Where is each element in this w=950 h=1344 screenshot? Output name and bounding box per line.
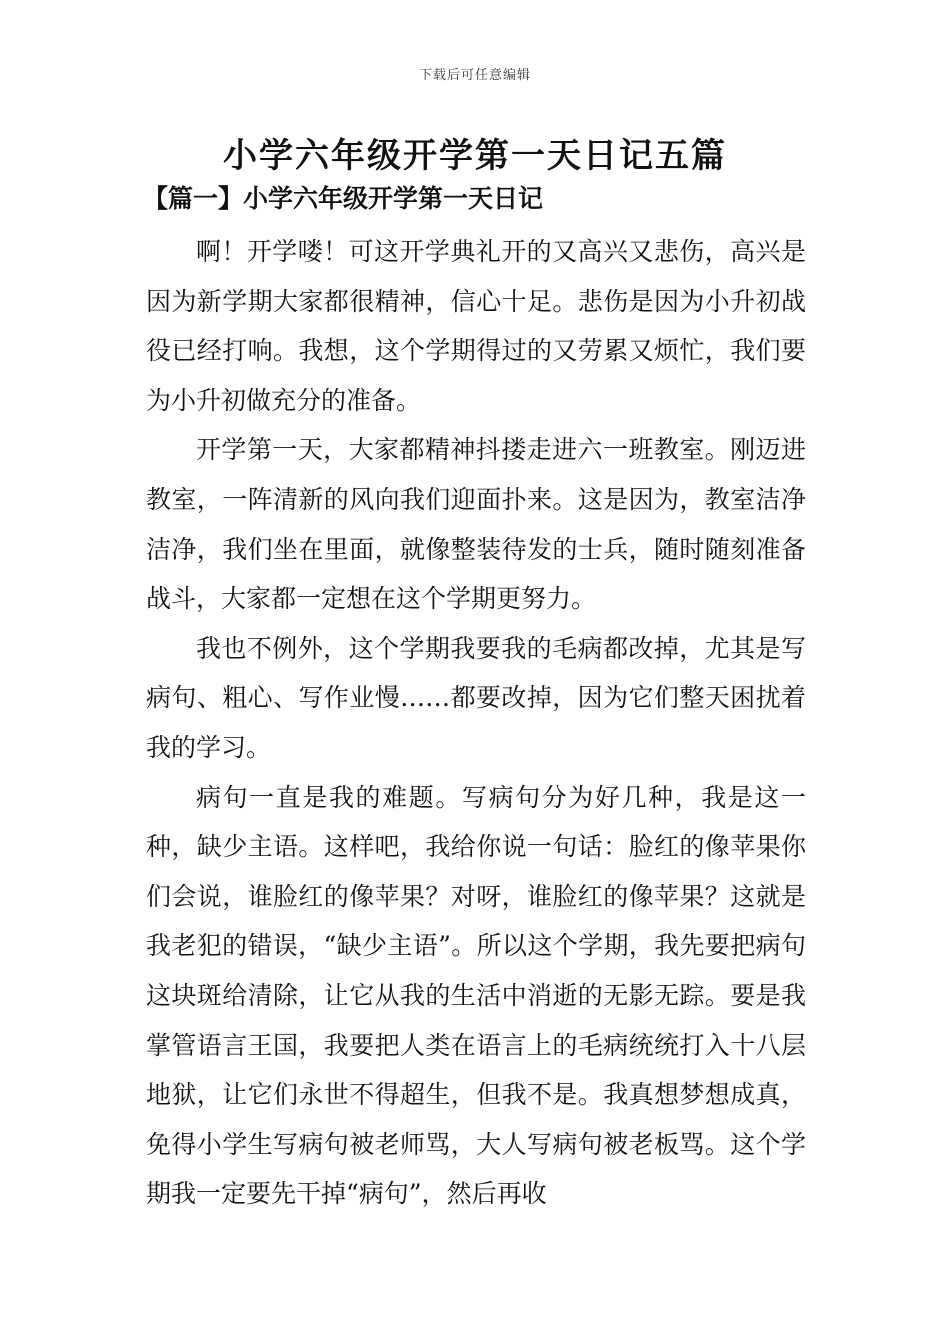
paragraph-3: 我也不例外，这个学期我要我的毛病都改掉，尤其是写病句、粗心、写作业慢……都要改掉，因为它们整天困扰着我的学习。 <box>146 633 806 762</box>
paragraph-1: 啊！开学喽！可这开学典礼开的又高兴又悲伤，高兴是因为新学期大家都很精神，信心十足。悲伤是因为小升初战役已经打响。我想，这个学期得过的又劳累又烦忙，我们要为小升初做充分的准备。 <box>146 237 806 415</box>
section-heading: 【篇一】小学六年级开学第一天日记 <box>143 184 544 213</box>
article-body <box>146 227 806 1219</box>
paragraph-2: 开学第一天，大家都精神抖搂走进六一班教室。刚迈进教室，一阵清新的风向我们迎面扑来。这是因为，教室洁净洁净，我们坐在里面，就像整装待发的士兵，随时随刻准备战斗，大家都一定想在这个学期更努力。 <box>146 435 806 614</box>
page-header-note: 下载后可任意编辑 <box>418 68 531 83</box>
paragraph-4: 病句一直是我的难题。写病句分为好几种，我是这一种，缺少主语。这样吧，我给你说一句话：脸红的像苹果你们会说，谁脸红的像苹果？对呀，谁脸红的像苹果？这就是我老犯的错误，“缺少主语”。所以这个学期，我先要把病句这块斑给清除，让它从我的生活中消逝的无影无踪。要是我掌管语言王国，我要把人类在语言上的毛病统统打入十八层地狱，让它们永世不得超生，但我不是。我真想梦想成真，免得小学生写病句被老师骂，大人写病句被老板骂。这个学期我一定要先干掉“病句”，然后再收 <box>146 782 806 1209</box>
document-title: 小学六年级开学第一天日记五篇 <box>223 136 727 176</box>
